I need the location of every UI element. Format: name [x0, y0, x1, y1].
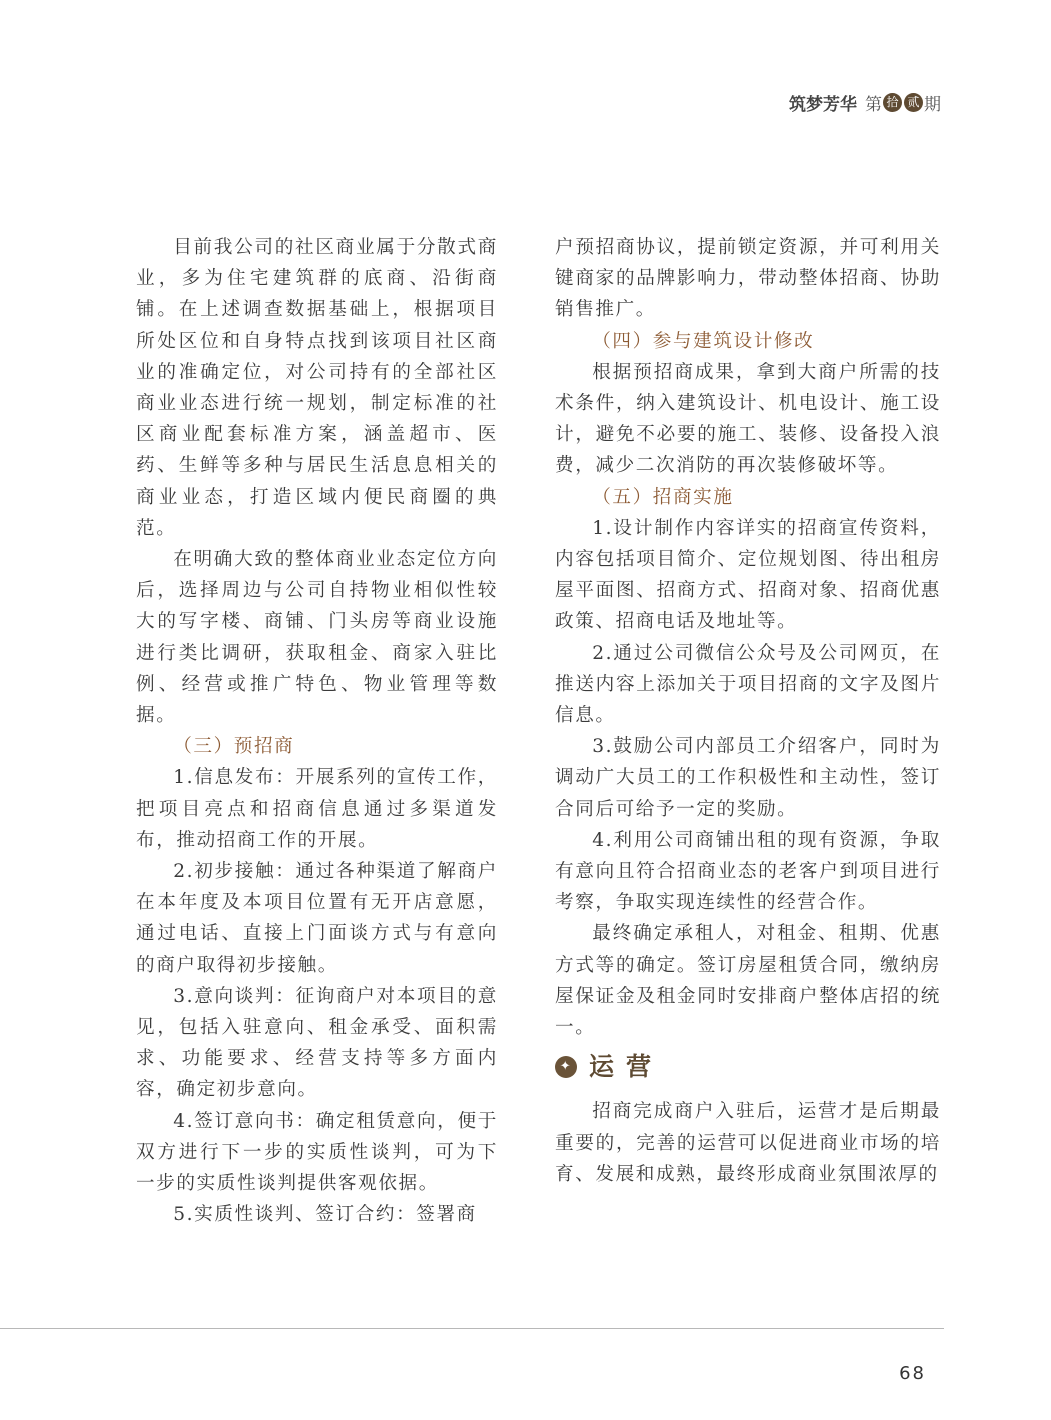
paragraph: 2.初步接触：通过各种渠道了解商户在本年度及本项目位置有无开店意愿，通过电话、直接上门面谈方式与有意向的商户取得初步接触。	[136, 861, 498, 976]
subheading: （四）参与建筑设计修改	[592, 330, 815, 352]
paragraph: 3.意向谈判：征询商户对本项目的意见，包括入驻意向、租金承受、面积需求、功能要求、经营支持等多方面内容，确定初步意向。	[136, 985, 498, 1101]
issue-suffix: 期	[924, 95, 941, 115]
magazine-title: 筑梦芳华	[789, 95, 857, 115]
paragraph: 在明确大致的整体商业业态定位方向后，选择周边与公司自持物业相似性较大的写字楼、商铺、门头房等商业设施进行类比调研，获取租金、商家入驻比例、经营或推广特色、物业管理等数据。	[136, 549, 498, 727]
right-column-upper	[555, 232, 941, 1043]
issue-prefix: 第	[865, 95, 882, 115]
running-header	[789, 90, 941, 115]
page-number: 68	[899, 1363, 926, 1384]
footer-divider	[0, 1328, 944, 1329]
left-column	[136, 232, 498, 1231]
diamond-badge-icon: ✦	[555, 1056, 577, 1078]
right-column-lower	[555, 1096, 941, 1190]
section-heading	[555, 1051, 941, 1082]
paragraph: 户预招商协议，提前锁定资源，并可利用关键商家的品牌影响力，带动整体招商、协助销售推广。	[555, 237, 941, 321]
paragraph: 1.设计制作内容详实的招商宣传资料，内容包括项目简介、定位规划图、待出租房屋平面图、招商方式、招商对象、招商优惠政策、招商电话及地址等。	[555, 517, 941, 633]
paragraph: 4.利用公司商铺出租的现有资源，争取有意向且符合招商业态的老客户到项目进行考察，争取实现连续性的经营合作。	[555, 829, 941, 914]
issue-number-char-1: 拾	[883, 93, 902, 112]
paragraph: 根据预招商成果，拿到大商户所需的技术条件，纳入建筑设计、机电设计、施工设计，避免不必要的施工、装修、设备投入浪费，减少二次消防的再次装修破坏等。	[555, 361, 941, 477]
paragraph: 4.签订意向书：确定租赁意向，便于双方进行下一步的实质性谈判，可为下一步的实质性谈判提供客观依据。	[136, 1110, 498, 1195]
right-column	[555, 232, 941, 1190]
section-title: 运营	[589, 1052, 664, 1082]
paragraph: 1.信息发布：开展系列的宣传工作，把项目亮点和招商信息通过多渠道发布，推动招商工作的开展。	[136, 767, 498, 851]
subheading: （五）招商实施	[592, 486, 734, 508]
paragraph: 3.鼓励公司内部员工介绍客户，同时为调动广大员工的工作积极性和主动性，签订合同后可给予一定的奖励。	[555, 736, 941, 820]
paragraph: 最终确定承租人，对租金、租期、优惠方式等的确定。签订房屋租赁合同，缴纳房屋保证金及租金同时安排商户整体店招的统一。	[555, 923, 941, 1039]
paragraph: 5.实质性谈判、签订合约：签署商	[173, 1204, 477, 1226]
issue-number-char-2: 贰	[904, 93, 923, 112]
paragraph: 2.通过公司微信公众号及公司网页，在推送内容上添加关于项目招商的文字及图片信息。	[555, 642, 941, 727]
subheading: （三）预招商	[173, 736, 295, 758]
paragraph: 招商完成商户入驻后，运营才是后期最重要的，完善的运营可以促进商业市场的培育、发展和成熟，最终形成商业氛围浓厚的	[555, 1101, 941, 1185]
paragraph: 目前我公司的社区商业属于分散式商业，多为住宅建筑群的底商、沿街商铺。在上述调查数据基础上，根据项目所处区位和自身特点找到该项目社区商业的准确定位，对公司持有的全部社区商业业态进行统一规划，制定标准的社区商业配套标准方案，涵盖超市、医药、生鲜等多种与居民生活息息相关的商业业态，打造区域内便民商圈的典范。	[136, 237, 498, 539]
